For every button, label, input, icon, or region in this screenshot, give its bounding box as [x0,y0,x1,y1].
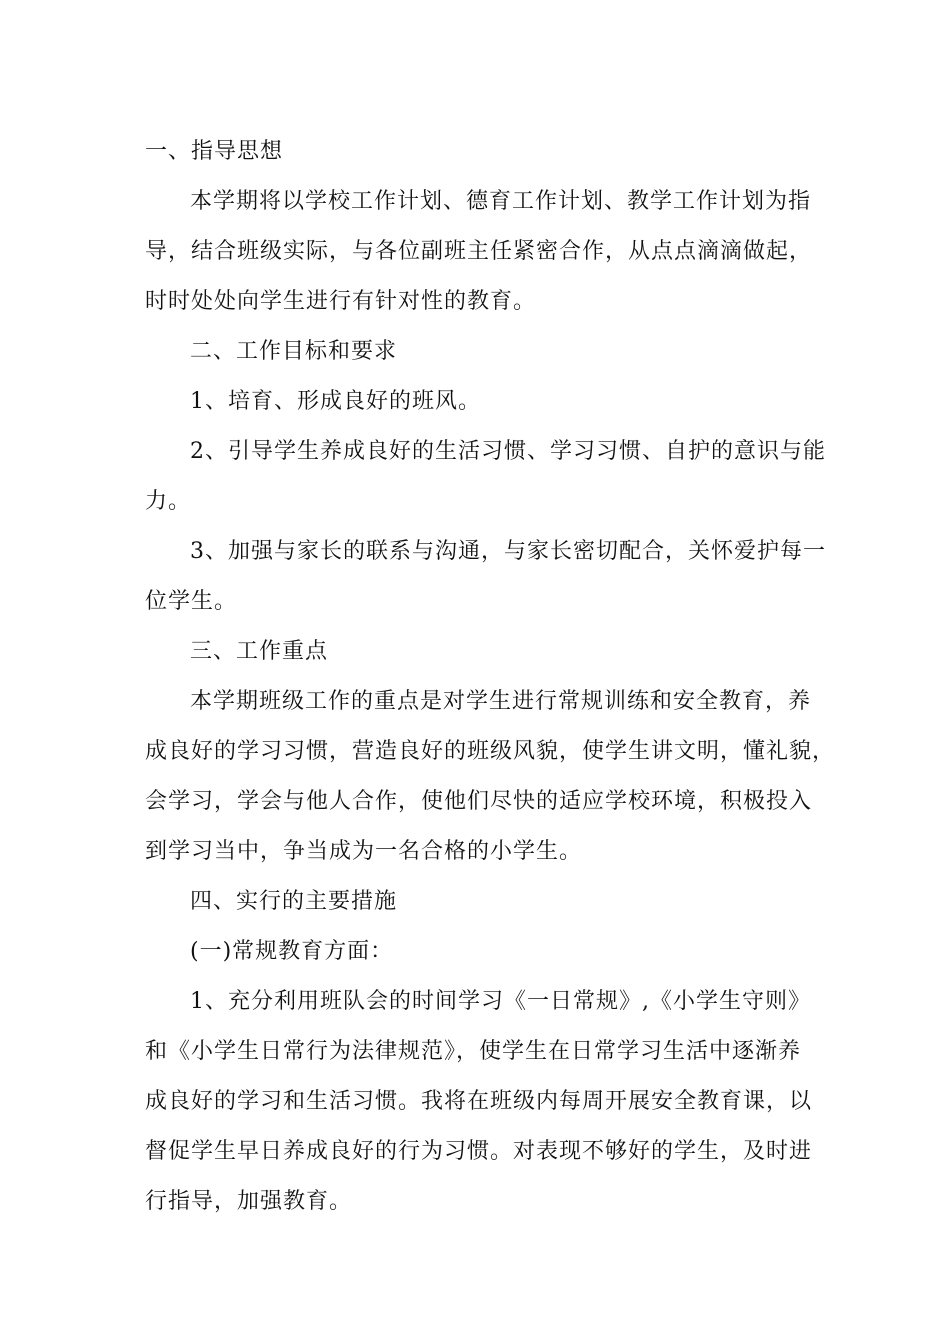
paragraph-line: 时时处处向学生进行有针对性的教育。 [145,289,537,314]
paragraph-line: 成良好的学习和生活习惯。我将在班级内每周开展安全教育课，以 [145,1089,813,1114]
paragraph-line: 成良好的学习习惯，营造良好的班级风貌，使学生讲文明，懂礼貌， [145,739,836,764]
list-item: 3、加强与家长的联系与沟通，与家长密切配合，关怀爱护每一 [190,539,826,564]
heading-goals: 二、工作目标和要求 [190,339,398,364]
paragraph-line: 到学习当中，争当成为一名合格的小学生。 [145,839,583,864]
paragraph-line: 会学习，学会与他人合作，使他们尽快的适应学校环境，积极投入 [145,789,813,814]
paragraph-line: 行指导，加强教育。 [145,1189,353,1214]
heading-measures: 四、实行的主要措施 [190,889,398,914]
paragraph-line: 1、充分利用班队会的时间学习《一日常规》,《小学生守则》 [190,989,811,1014]
paragraph-line: 导，结合班级实际，与各位副班主任紧密合作，从点点滴滴做起， [145,239,813,264]
list-item: 1、培育、形成良好的班风。 [190,389,481,414]
heading-focus: 三、工作重点 [190,639,329,664]
subheading-routine-education: (一)常规教育方面： [190,939,394,964]
heading-guiding-ideology: 一、指导思想 [145,139,284,164]
paragraph-line: 督促学生早日养成良好的行为习惯。对表现不够好的学生，及时进 [145,1139,813,1164]
list-item: 2、引导学生养成良好的生活习惯、学习习惯、自护的意识与能 [190,439,826,464]
list-item-continuation: 位学生。 [145,589,238,614]
paragraph-line: 本学期将以学校工作计划、德育工作计划、教学工作计划为指 [190,189,812,214]
paragraph-line: 和《小学生日常行为法律规范》，使学生在日常学习生活中逐渐养 [145,1039,802,1064]
list-item-continuation: 力。 [145,489,192,514]
paragraph-line: 本学期班级工作的重点是对学生进行常规训练和安全教育，养 [190,689,812,714]
